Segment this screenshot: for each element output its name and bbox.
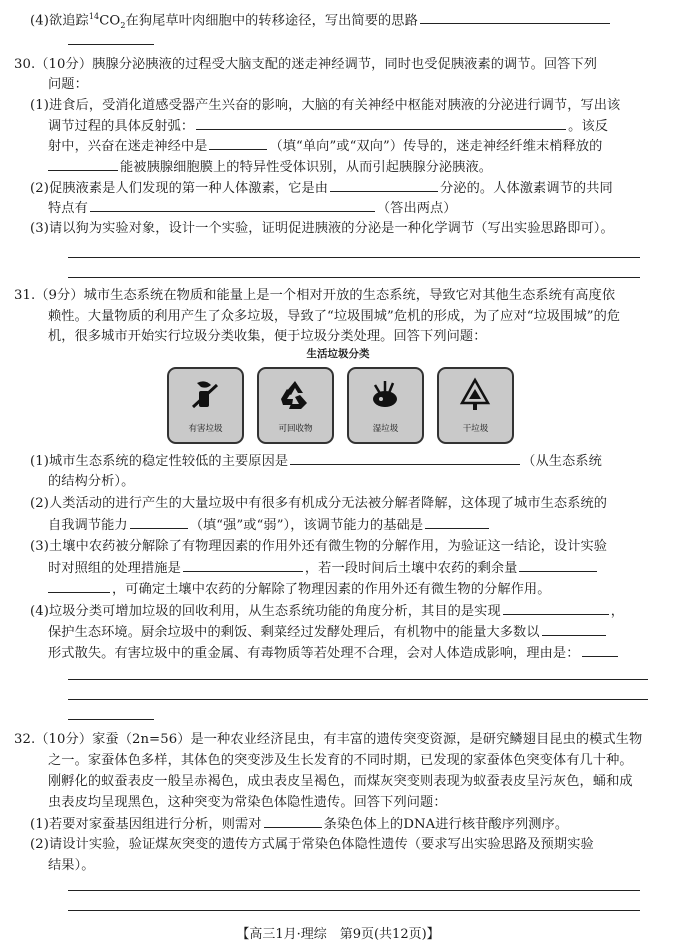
tile-label: 有害垃圾: [188, 424, 223, 434]
answer-blank[interactable]: [330, 179, 438, 192]
answer-blank[interactable]: [48, 580, 110, 593]
answer-blank[interactable]: [290, 452, 520, 465]
q31-part3-text: 时对照组的处理措施是: [48, 561, 181, 576]
q30-stem-line-2: 问题：: [48, 77, 88, 92]
q31-part1-line-1: [30, 452, 602, 471]
tile-recyclables: [257, 367, 334, 444]
tile-label: 湿垃圾: [372, 424, 399, 434]
answer-line[interactable]: [68, 699, 648, 700]
tile-label: 可回收物: [278, 424, 313, 434]
q32-part1-line: [30, 815, 568, 834]
answer-line[interactable]: [68, 910, 640, 911]
q32-part1-text-2: 条染色体上的DNA进行核苷酸序列测序。: [323, 817, 569, 832]
q31-part4-line-2: [48, 623, 608, 642]
figure-caption: 生活垃圾分类: [306, 348, 370, 360]
q31-part1-text-2: （从生态系统: [522, 454, 602, 469]
q30-part1-line-2: [48, 117, 608, 136]
q31-part2-text: 自我调节能力: [48, 518, 128, 533]
q30-part2-text-2: 分泌的。人体激素调节的共同: [440, 181, 613, 196]
q32-stem-line-4: 虫表皮均呈现黑色，这种突变为常染色体隐性遗传。回答下列问题：: [48, 795, 447, 810]
answer-blank[interactable]: [264, 815, 322, 828]
answer-line[interactable]: [68, 257, 640, 258]
q29-part4-text-2: 在狗尾草叶肉细胞中的转移途径，写出简要的思路: [125, 13, 418, 29]
q30-part1-text-3: 射中，兴奋在迷走神经中是: [48, 139, 208, 154]
answer-blank[interactable]: [542, 623, 606, 636]
page-footer: 【高三1月·理综 第9页(共12页)】: [236, 927, 440, 942]
q31-stem-line-1: 31.（9分）城市生态系统在物质和能量上是一个相对开放的生态系统，导致它对其他生态系统有高度依: [14, 288, 616, 303]
q30-part1-text: 调节过程的具体反射弧：: [48, 119, 195, 134]
isotope-superscript: 14: [88, 12, 100, 21]
tile-label: 干垃圾: [462, 424, 489, 434]
q31-part4-line-3: [48, 644, 620, 663]
q32-stem-line-1: 32.（10分）家蚕（2n=56）是一种农业经济昆虫，有丰富的遗传突变资源，是研究鳞翅目昆虫的模式生物: [14, 732, 643, 747]
answer-line[interactable]: [68, 890, 640, 891]
q31-part4-text-2: 保护生态环境。厨余垃圾中的剩饭、剩菜经过发酵处理后，有机物中的能量大多数以: [48, 625, 540, 640]
q30-part1-line-3: [48, 137, 602, 156]
q31-part3-line-2: [48, 559, 599, 578]
q30-part1-line-4: [48, 158, 492, 177]
formula-subscript: 2: [120, 21, 126, 31]
answer-blank[interactable]: [420, 11, 610, 24]
q32-part2-line-2: 结果）。: [48, 858, 95, 873]
answer-blank[interactable]: [209, 137, 267, 150]
q32-stem-line-3: 刚孵化的蚁蚕表皮一般呈赤褐色，成虫表皮呈褐色，而煤灰突变则表现为蚁蚕表皮呈污灰色，蛹和成: [48, 774, 633, 789]
recycle-icon: [277, 377, 313, 413]
q31-part1-text: (1)城市生态系统的稳定性较低的主要原因是: [30, 454, 289, 469]
answer-blank[interactable]: [503, 602, 609, 615]
q30-part2-line-2: [48, 199, 457, 218]
q31-part2-line-1: (2)人类活动的进行产生的大量垃圾中有很多有机成分无法被分解者降解，这体现了城市生态系统的: [30, 496, 608, 511]
q31-stem-line-3: 机，很多城市开始实行垃圾分类收集，便于垃圾分类处理。回答下列问题：: [48, 329, 487, 344]
q30-part2-line-1: [30, 179, 613, 198]
q31-part3-text-2: ，若一段时间后土壤中农药的剩余量: [304, 561, 518, 576]
answer-line[interactable]: [68, 719, 154, 720]
q31-part4-text: (4)垃圾分类可增加垃圾的回收利用，从生态系统功能的角度分析，其目的是实现: [30, 604, 501, 619]
q30-part2-text-3: 特点有: [48, 201, 88, 216]
answer-line[interactable]: [68, 277, 640, 278]
q32-part1-text: (1)若要对家蚕基因组进行分析，则需对: [30, 817, 262, 832]
q30-part3-line: (3)请以狗为实验对象，设计一个实验，证明促进胰液的分泌是一种化学调节（写出实验思路即可）。: [30, 221, 614, 236]
answer-blank[interactable]: [90, 199, 375, 212]
q31-part3-text-3: ，可确定土壤中农药的分解除了物理因素的作用外还有微生物的分解作用。: [112, 582, 551, 597]
answer-blank[interactable]: [425, 516, 489, 529]
q30-part1-line-1: (1)进食后，受消化道感受器产生兴奋的影响，大脑的有关神经中枢能对胰液的分泌进行调节，写出该: [30, 98, 621, 113]
q31-part3-line-3: [48, 580, 550, 599]
q31-part2-line-2: [48, 516, 491, 535]
q30-stem-line-1: 30.（10分）胰腺分泌胰液的过程受大脑支配的迷走神经调节，同时也受促胰液素的调节。回答下列: [14, 57, 598, 72]
q31-part3-line-1: (3)土壤中农药被分解除了有物理因素的作用外还有微生物的分解作用，为验证这一结论，设计实验: [30, 539, 608, 554]
food-scraps-icon: [367, 377, 403, 413]
answer-line[interactable]: [68, 44, 154, 45]
answer-blank[interactable]: [519, 559, 597, 572]
q30-part2-text: (2)促胰液素是人们发现的第一种人体激素，它是由: [30, 181, 329, 196]
dry-waste-icon: [457, 377, 493, 413]
tile-dry-waste: [437, 367, 514, 444]
q29-formula: CO: [99, 13, 121, 29]
answer-line[interactable]: [68, 679, 648, 680]
q30-part2-text-4: （答出两点）: [376, 201, 457, 216]
q30-part1-text-2: 。该反: [568, 119, 609, 134]
answer-blank[interactable]: [196, 117, 566, 130]
q31-stem-line-2: 赖性。大量物质的利用产生了众多垃圾，导致了“垃圾围城”危机的形成，为了应对“垃圾围城”的危: [48, 309, 621, 324]
q31-part4-line-1: (4)垃圾分类可增加垃圾的回收利用，从生态系统功能的角度分析，其目的是实现 ，: [30, 604, 625, 619]
answer-blank[interactable]: [582, 644, 618, 657]
hazardous-waste-icon: [187, 377, 223, 413]
answer-blank[interactable]: [130, 516, 188, 529]
q31-part4-text-3: 形式散失。有害垃圾中的重金属、有毒物质等若处理不合理，会对人体造成影响，理由是：: [48, 646, 580, 661]
answer-blank[interactable]: [48, 158, 118, 171]
q29-part4-text: (4)欲追踪: [30, 13, 89, 29]
tile-hazardous-waste: [167, 367, 244, 444]
answer-blank[interactable]: [183, 559, 303, 572]
q31-part1-line-2: 的结构分析）。: [48, 474, 135, 489]
q30-part1-text-4: （填“单向”或“双向”）传导的，迷走神经纤维末梢释放的: [269, 139, 603, 154]
q29-part4-line: [30, 8, 612, 35]
q30-part1-text-5: 能被胰腺细胞膜上的特异性受体识别，从而引起胰腺分泌胰液。: [120, 160, 493, 175]
q31-part2-text-2: （填“强”或“弱”），该调节能力的基础是: [189, 518, 424, 533]
tile-wet-waste: [347, 367, 424, 444]
q32-stem-line-2: 之一。家蚕体色多样，其体色的突变涉及生长发育的不同时期，已发现的家蚕体色突变体有几十种。: [48, 753, 633, 768]
q32-part2-line-1: (2)请设计实验，验证煤灰突变的遗传方式属于常染色体隐性遗传（要求写出实验思路及预期实验: [30, 837, 594, 852]
